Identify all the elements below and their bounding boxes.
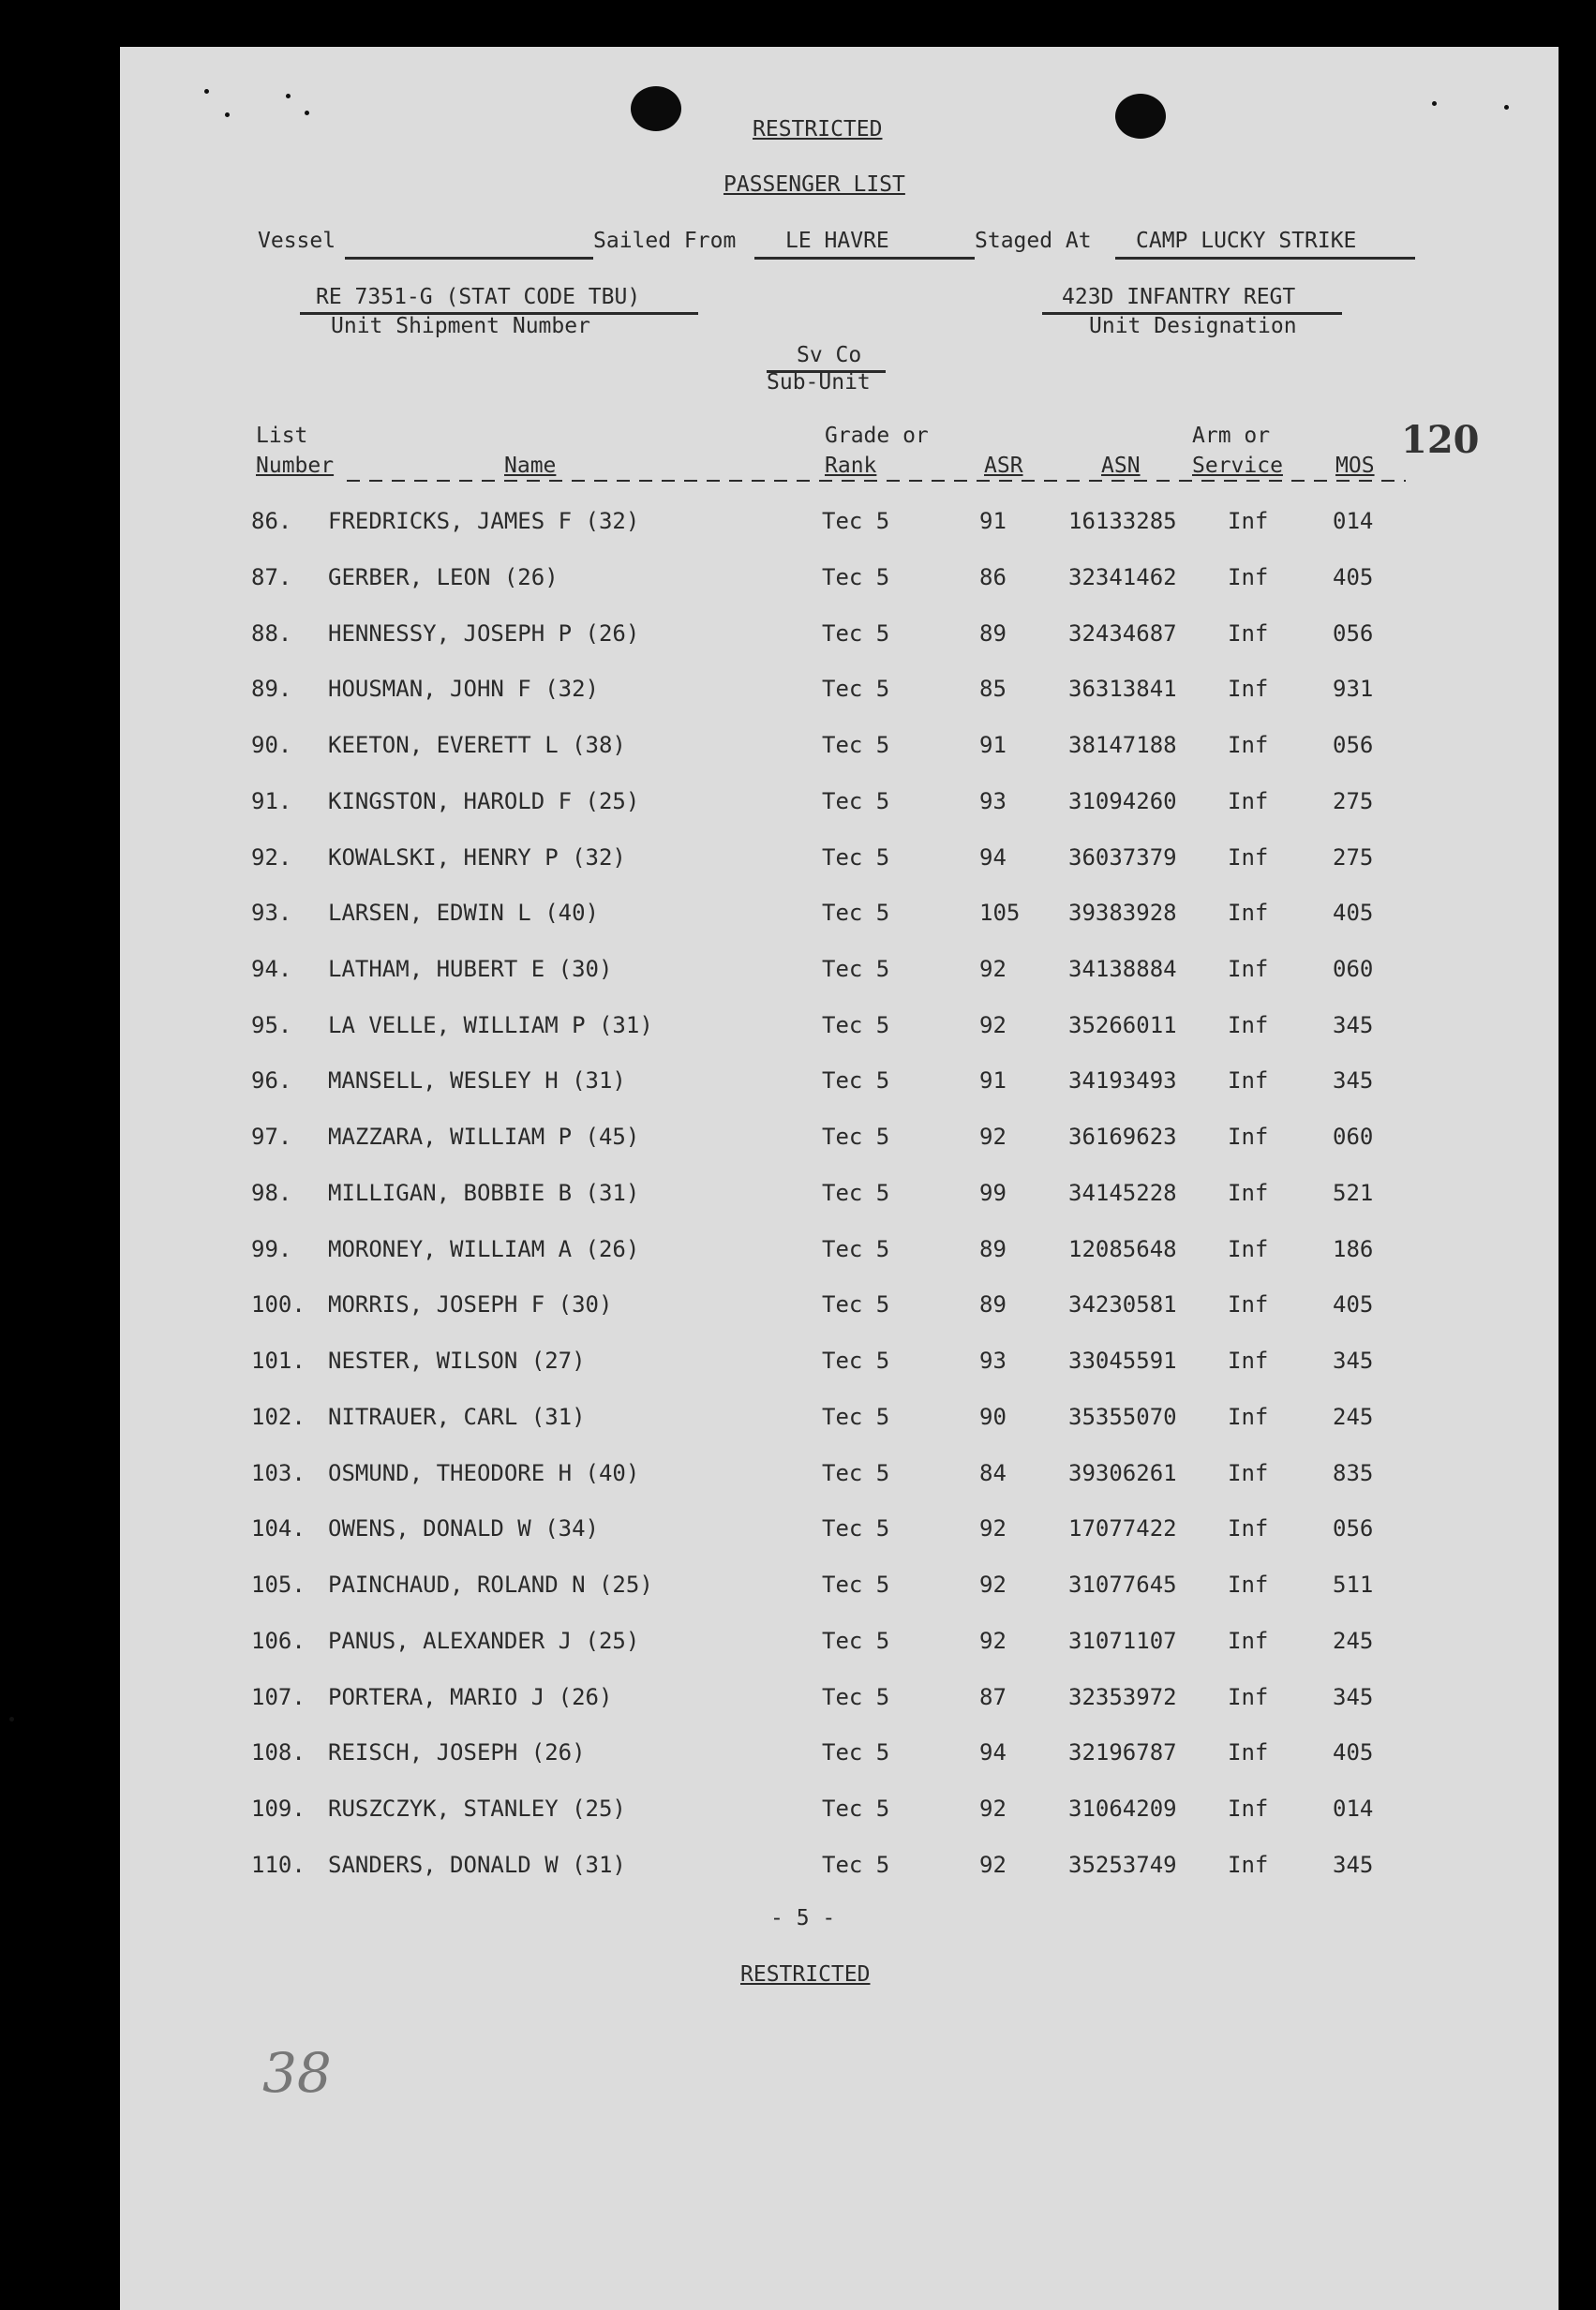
arm-or-service: Inf bbox=[1228, 508, 1269, 534]
column-header-dashes bbox=[347, 480, 1406, 482]
asn: 17077422 bbox=[1068, 1515, 1177, 1542]
arm-or-service: Inf bbox=[1228, 1684, 1269, 1710]
column-header-mos: MOS bbox=[1335, 454, 1375, 478]
mos: 186 bbox=[1333, 1236, 1374, 1262]
grade: Tec 5 bbox=[822, 1628, 890, 1654]
asr: 91 bbox=[979, 1067, 1007, 1094]
asn: 32341462 bbox=[1068, 564, 1177, 590]
asr: 92 bbox=[979, 1852, 1007, 1878]
passenger-name: NITRAUER, CARL (31) bbox=[328, 1404, 586, 1430]
arm-or-service: Inf bbox=[1228, 900, 1269, 926]
list-number: 89. bbox=[251, 676, 292, 702]
passenger-name: SANDERS, DONALD W (31) bbox=[328, 1852, 626, 1878]
asn: 34138884 bbox=[1068, 956, 1177, 982]
asr: 91 bbox=[979, 732, 1007, 758]
asr: 92 bbox=[979, 1572, 1007, 1598]
asr: 94 bbox=[979, 844, 1007, 871]
table-row bbox=[0, 956, 1596, 993]
grade: Tec 5 bbox=[822, 900, 890, 926]
arm-or-service: Inf bbox=[1228, 732, 1269, 758]
speck bbox=[1504, 105, 1509, 110]
grade: Tec 5 bbox=[822, 620, 890, 647]
grade: Tec 5 bbox=[822, 1796, 890, 1822]
asn: 35266011 bbox=[1068, 1012, 1177, 1038]
speck bbox=[286, 94, 291, 98]
grade: Tec 5 bbox=[822, 1515, 890, 1542]
asr: 92 bbox=[979, 1628, 1007, 1654]
speck bbox=[204, 89, 209, 94]
arm-or-service: Inf bbox=[1228, 1291, 1269, 1318]
list-number: 107. bbox=[251, 1684, 306, 1710]
punch-hole-left bbox=[631, 86, 681, 131]
mos: 014 bbox=[1333, 508, 1374, 534]
asn: 36313841 bbox=[1068, 676, 1177, 702]
arm-or-service: Inf bbox=[1228, 844, 1269, 871]
asn: 31064209 bbox=[1068, 1796, 1177, 1822]
asr: 85 bbox=[979, 676, 1007, 702]
passenger-name: GERBER, LEON (26) bbox=[328, 564, 559, 590]
mos: 345 bbox=[1333, 1067, 1374, 1094]
vessel-underline bbox=[345, 257, 593, 260]
list-number: 93. bbox=[251, 900, 292, 926]
column-header-asr: ASR bbox=[984, 454, 1023, 478]
mos: 245 bbox=[1333, 1628, 1374, 1654]
list-number: 90. bbox=[251, 732, 292, 758]
handwritten-page-note: 38 bbox=[262, 2041, 332, 2105]
asn: 31094260 bbox=[1068, 788, 1177, 814]
speck bbox=[225, 112, 230, 117]
mos: 405 bbox=[1333, 1291, 1374, 1318]
asr: 86 bbox=[979, 564, 1007, 590]
mos: 060 bbox=[1333, 956, 1374, 982]
grade: Tec 5 bbox=[822, 732, 890, 758]
list-number: 88. bbox=[251, 620, 292, 647]
asr: 99 bbox=[979, 1180, 1007, 1206]
arm-or-service: Inf bbox=[1228, 1515, 1269, 1542]
list-number: 91. bbox=[251, 788, 292, 814]
list-number: 94. bbox=[251, 956, 292, 982]
table-row bbox=[0, 732, 1596, 769]
table-row bbox=[0, 1067, 1596, 1105]
column-header-list: List bbox=[256, 424, 308, 448]
asr: 90 bbox=[979, 1404, 1007, 1430]
mos: 931 bbox=[1333, 676, 1374, 702]
table-row bbox=[0, 1404, 1596, 1441]
mos: 345 bbox=[1333, 1684, 1374, 1710]
asr: 87 bbox=[979, 1684, 1007, 1710]
grade: Tec 5 bbox=[822, 1460, 890, 1486]
mos: 056 bbox=[1333, 1515, 1374, 1542]
table-row bbox=[0, 900, 1596, 937]
asr: 91 bbox=[979, 508, 1007, 534]
arm-or-service: Inf bbox=[1228, 1236, 1269, 1262]
grade: Tec 5 bbox=[822, 956, 890, 982]
document-title: PASSENGER LIST bbox=[723, 172, 905, 197]
passenger-name: REISCH, JOSEPH (26) bbox=[328, 1739, 586, 1766]
page-number: - 5 - bbox=[770, 1906, 836, 1930]
passenger-name: HOUSMAN, JOHN F (32) bbox=[328, 676, 599, 702]
list-number: 106. bbox=[251, 1628, 306, 1654]
asn: 31071107 bbox=[1068, 1628, 1177, 1654]
table-row bbox=[0, 676, 1596, 713]
arm-or-service: Inf bbox=[1228, 1460, 1269, 1486]
asr: 94 bbox=[979, 1739, 1007, 1766]
table-row bbox=[0, 1180, 1596, 1217]
table-row bbox=[0, 1012, 1596, 1050]
list-number: 102. bbox=[251, 1404, 306, 1430]
mos: 345 bbox=[1333, 1012, 1374, 1038]
grade: Tec 5 bbox=[822, 1739, 890, 1766]
passenger-name: MILLIGAN, BOBBIE B (31) bbox=[328, 1180, 640, 1206]
staged-at-label: Staged At bbox=[975, 229, 1092, 253]
table-row bbox=[0, 844, 1596, 882]
asn: 34145228 bbox=[1068, 1180, 1177, 1206]
asr: 105 bbox=[979, 900, 1021, 926]
table-row bbox=[0, 1684, 1596, 1721]
asn: 36037379 bbox=[1068, 844, 1177, 871]
mos: 056 bbox=[1333, 620, 1374, 647]
table-row bbox=[0, 564, 1596, 602]
asn: 32353972 bbox=[1068, 1684, 1177, 1710]
arm-or-service: Inf bbox=[1228, 1348, 1269, 1374]
arm-or-service: Inf bbox=[1228, 1572, 1269, 1598]
grade: Tec 5 bbox=[822, 1348, 890, 1374]
arm-or-service: Inf bbox=[1228, 620, 1269, 647]
arm-or-service: Inf bbox=[1228, 676, 1269, 702]
asr: 92 bbox=[979, 1515, 1007, 1542]
column-header-arm: Arm or bbox=[1192, 424, 1271, 448]
list-number: 101. bbox=[251, 1348, 306, 1374]
grade: Tec 5 bbox=[822, 1404, 890, 1430]
column-header-rank: Rank bbox=[825, 454, 877, 478]
table-row bbox=[0, 1348, 1596, 1385]
arm-or-service: Inf bbox=[1228, 1404, 1269, 1430]
asn: 33045591 bbox=[1068, 1348, 1177, 1374]
grade: Tec 5 bbox=[822, 844, 890, 871]
list-number: 86. bbox=[251, 508, 292, 534]
arm-or-service: Inf bbox=[1228, 1067, 1269, 1094]
grade: Tec 5 bbox=[822, 1572, 890, 1598]
asn: 31077645 bbox=[1068, 1572, 1177, 1598]
shipment-number-label: Unit Shipment Number bbox=[331, 314, 590, 338]
passenger-name: LA VELLE, WILLIAM P (31) bbox=[328, 1012, 653, 1038]
mos: 245 bbox=[1333, 1404, 1374, 1430]
grade: Tec 5 bbox=[822, 1067, 890, 1094]
list-number: 108. bbox=[251, 1739, 306, 1766]
list-number: 100. bbox=[251, 1291, 306, 1318]
asn: 38147188 bbox=[1068, 732, 1177, 758]
speck bbox=[1432, 101, 1437, 106]
restricted-heading-top: RESTRICTED bbox=[753, 117, 883, 142]
asr: 92 bbox=[979, 956, 1007, 982]
asn: 36169623 bbox=[1068, 1124, 1177, 1150]
mos: 405 bbox=[1333, 564, 1374, 590]
arm-or-service: Inf bbox=[1228, 1852, 1269, 1878]
asr: 92 bbox=[979, 1012, 1007, 1038]
grade: Tec 5 bbox=[822, 1236, 890, 1262]
mos: 405 bbox=[1333, 1739, 1374, 1766]
asn: 32434687 bbox=[1068, 620, 1177, 647]
asr: 84 bbox=[979, 1460, 1007, 1486]
passenger-name: NESTER, WILSON (27) bbox=[328, 1348, 586, 1374]
list-number: 110. bbox=[251, 1852, 306, 1878]
arm-or-service: Inf bbox=[1228, 564, 1269, 590]
asr: 92 bbox=[979, 1124, 1007, 1150]
asn: 35253749 bbox=[1068, 1852, 1177, 1878]
list-number: 87. bbox=[251, 564, 292, 590]
asr: 93 bbox=[979, 788, 1007, 814]
unit-designation: 423D INFANTRY REGT bbox=[1062, 285, 1296, 309]
table-row bbox=[0, 1796, 1596, 1833]
passenger-name: RUSZCZYK, STANLEY (25) bbox=[328, 1796, 626, 1822]
passenger-name: HENNESSY, JOSEPH P (26) bbox=[328, 620, 640, 647]
column-header-grade: Grade or bbox=[825, 424, 929, 448]
mos: 835 bbox=[1333, 1460, 1374, 1486]
list-number: 96. bbox=[251, 1067, 292, 1094]
arm-or-service: Inf bbox=[1228, 956, 1269, 982]
sailed-from-underline bbox=[754, 257, 975, 260]
list-number: 95. bbox=[251, 1012, 292, 1038]
list-number: 97. bbox=[251, 1124, 292, 1150]
passenger-name: MORONEY, WILLIAM A (26) bbox=[328, 1236, 640, 1262]
table-row bbox=[0, 1291, 1596, 1329]
asr: 89 bbox=[979, 1236, 1007, 1262]
table-row bbox=[0, 1515, 1596, 1553]
asr: 89 bbox=[979, 620, 1007, 647]
column-header-service: Service bbox=[1192, 454, 1283, 478]
mos: 060 bbox=[1333, 1124, 1374, 1150]
arm-or-service: Inf bbox=[1228, 1796, 1269, 1822]
passenger-name: PANUS, ALEXANDER J (25) bbox=[328, 1628, 640, 1654]
asr: 89 bbox=[979, 1291, 1007, 1318]
punch-hole-right bbox=[1115, 94, 1166, 139]
column-header-number: Number bbox=[256, 454, 335, 478]
asn: 39383928 bbox=[1068, 900, 1177, 926]
mos: 056 bbox=[1333, 732, 1374, 758]
grade: Tec 5 bbox=[822, 1852, 890, 1878]
table-row bbox=[0, 1739, 1596, 1777]
passenger-name: PAINCHAUD, ROLAND N (25) bbox=[328, 1572, 653, 1598]
column-header-asn: ASN bbox=[1101, 454, 1141, 478]
table-row bbox=[0, 1572, 1596, 1609]
table-row bbox=[0, 1852, 1596, 1889]
grade: Tec 5 bbox=[822, 1684, 890, 1710]
mos: 345 bbox=[1333, 1348, 1374, 1374]
mos: 405 bbox=[1333, 900, 1374, 926]
list-number: 92. bbox=[251, 844, 292, 871]
grade: Tec 5 bbox=[822, 676, 890, 702]
passenger-name: MORRIS, JOSEPH F (30) bbox=[328, 1291, 613, 1318]
arm-or-service: Inf bbox=[1228, 788, 1269, 814]
grade: Tec 5 bbox=[822, 508, 890, 534]
mos: 275 bbox=[1333, 844, 1374, 871]
staged-at-underline bbox=[1115, 257, 1415, 260]
sailed-from-value: LE HAVRE bbox=[785, 229, 889, 253]
asn: 35355070 bbox=[1068, 1404, 1177, 1430]
mos: 511 bbox=[1333, 1572, 1374, 1598]
passenger-name: OSMUND, THEODORE H (40) bbox=[328, 1460, 640, 1486]
asr: 93 bbox=[979, 1348, 1007, 1374]
passenger-name: KINGSTON, HAROLD F (25) bbox=[328, 788, 640, 814]
list-number: 105. bbox=[251, 1572, 306, 1598]
table-row bbox=[0, 1460, 1596, 1498]
grade: Tec 5 bbox=[822, 1012, 890, 1038]
list-number: 98. bbox=[251, 1180, 292, 1206]
restricted-heading-bottom: RESTRICTED bbox=[740, 1962, 871, 1987]
table-row bbox=[0, 508, 1596, 545]
asn: 39306261 bbox=[1068, 1460, 1177, 1486]
grade: Tec 5 bbox=[822, 1124, 890, 1150]
sub-unit: Sv Co bbox=[797, 343, 862, 367]
sailed-from-label: Sailed From bbox=[593, 229, 737, 253]
grade: Tec 5 bbox=[822, 1180, 890, 1206]
table-row bbox=[0, 1236, 1596, 1274]
grade: Tec 5 bbox=[822, 788, 890, 814]
passenger-name: LARSEN, EDWIN L (40) bbox=[328, 900, 599, 926]
unit-designation-label: Unit Designation bbox=[1089, 314, 1297, 338]
asn: 32196787 bbox=[1068, 1739, 1177, 1766]
passenger-name: MAZZARA, WILLIAM P (45) bbox=[328, 1124, 640, 1150]
asn: 16133285 bbox=[1068, 508, 1177, 534]
vessel-label: Vessel bbox=[258, 229, 336, 253]
passenger-name: FREDRICKS, JAMES F (32) bbox=[328, 508, 640, 534]
list-number: 109. bbox=[251, 1796, 306, 1822]
arm-or-service: Inf bbox=[1228, 1628, 1269, 1654]
mos: 345 bbox=[1333, 1852, 1374, 1878]
passenger-name: LATHAM, HUBERT E (30) bbox=[328, 956, 613, 982]
sub-unit-label: Sub-Unit bbox=[767, 370, 871, 395]
staged-at-value: CAMP LUCKY STRIKE bbox=[1136, 229, 1357, 253]
column-header-name: Name bbox=[504, 454, 557, 478]
arm-or-service: Inf bbox=[1228, 1739, 1269, 1766]
mos: 014 bbox=[1333, 1796, 1374, 1822]
arm-or-service: Inf bbox=[1228, 1012, 1269, 1038]
asn: 34193493 bbox=[1068, 1067, 1177, 1094]
passenger-name: OWENS, DONALD W (34) bbox=[328, 1515, 599, 1542]
asn: 34230581 bbox=[1068, 1291, 1177, 1318]
table-row bbox=[0, 788, 1596, 826]
grade: Tec 5 bbox=[822, 1291, 890, 1318]
mos: 521 bbox=[1333, 1180, 1374, 1206]
list-number: 99. bbox=[251, 1236, 292, 1262]
shipment-number: RE 7351-G (STAT CODE TBU) bbox=[316, 285, 641, 309]
asn: 12085648 bbox=[1068, 1236, 1177, 1262]
asr: 92 bbox=[979, 1796, 1007, 1822]
arm-or-service: Inf bbox=[1228, 1180, 1269, 1206]
mos: 275 bbox=[1333, 788, 1374, 814]
passenger-name: PORTERA, MARIO J (26) bbox=[328, 1684, 613, 1710]
passenger-name: KOWALSKI, HENRY P (32) bbox=[328, 844, 626, 871]
arm-or-service: Inf bbox=[1228, 1124, 1269, 1150]
speck bbox=[305, 111, 309, 115]
passenger-name: KEETON, EVERETT L (38) bbox=[328, 732, 626, 758]
grade: Tec 5 bbox=[822, 564, 890, 590]
table-row bbox=[0, 1124, 1596, 1161]
page-stamp: 120 bbox=[1401, 418, 1480, 462]
table-row bbox=[0, 620, 1596, 658]
table-row bbox=[0, 1628, 1596, 1665]
list-number: 103. bbox=[251, 1460, 306, 1486]
passenger-name: MANSELL, WESLEY H (31) bbox=[328, 1067, 626, 1094]
list-number: 104. bbox=[251, 1515, 306, 1542]
